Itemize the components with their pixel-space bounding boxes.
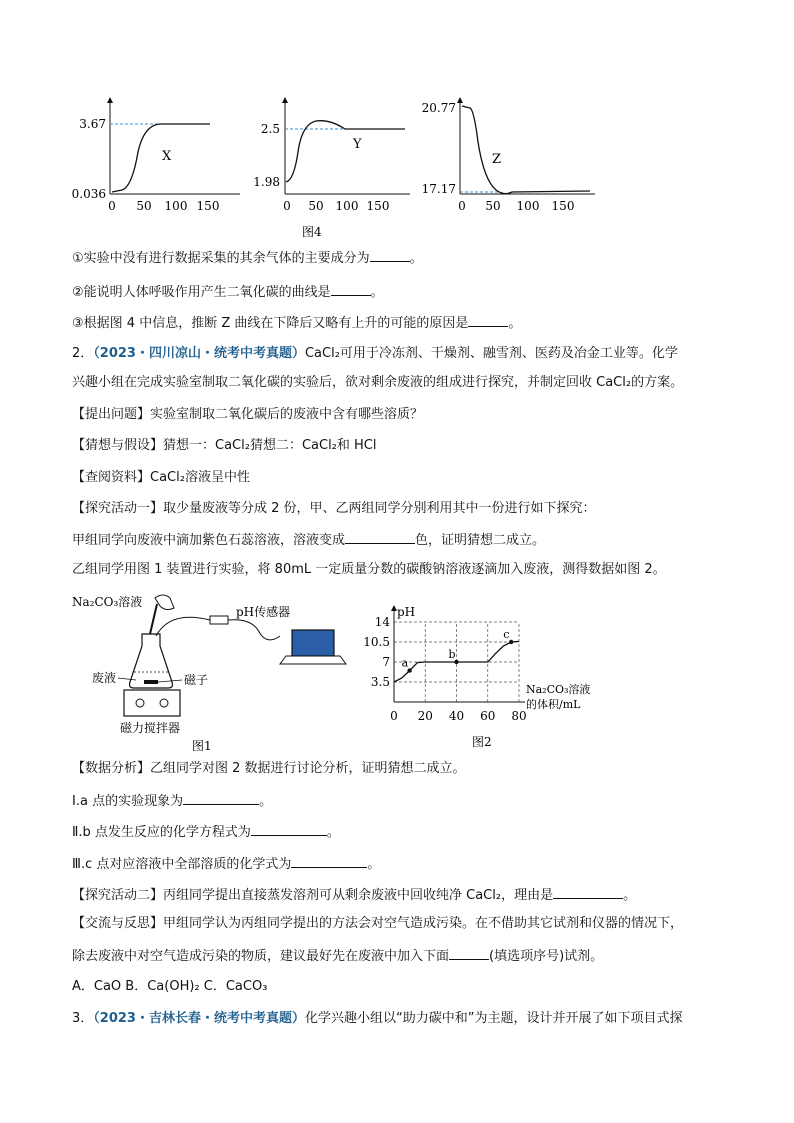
q2-analysis-2-text: Ⅱ.b 点发生反应的化学方程式为 bbox=[72, 825, 251, 840]
q2-hypothesis: 【猜想与假设】猜想一：CaCl₂猜想二：CaCl₂和 HCl bbox=[72, 438, 377, 453]
figure-2 bbox=[363, 598, 638, 756]
punct: 。 bbox=[623, 888, 637, 903]
x-axis-label-1: Na₂CO₃溶液 bbox=[526, 683, 591, 696]
label-stirrer: 磁力搅拌器 bbox=[120, 721, 181, 735]
q2-options: A．CaO B．Ca(OH)₂ C．CaCO₃ bbox=[72, 979, 268, 994]
figure-1-apparatus bbox=[70, 590, 360, 755]
q2-jia-text-2: 色，证明猜想二成立。 bbox=[415, 533, 546, 548]
dropper-icon bbox=[150, 604, 157, 634]
question-number: 3． bbox=[72, 1011, 94, 1026]
y-tick-label: 7 bbox=[382, 655, 390, 669]
q2-jia-text: 甲组同学向废液中滴加紫色石蕊溶液，溶液变成 bbox=[72, 533, 346, 548]
y-tick-label: 14 bbox=[374, 615, 390, 629]
tick: 0 bbox=[458, 199, 466, 213]
q2-activity-2 bbox=[72, 885, 636, 905]
magnet-bar bbox=[144, 680, 158, 684]
figure-1-caption: 图1 bbox=[192, 739, 212, 753]
q2-analysis-3-text: Ⅲ.c 点对应溶液中全部溶质的化学式为 bbox=[72, 857, 292, 872]
graph-y-ytop: 2.5 bbox=[260, 122, 280, 136]
x-tick-label: 60 bbox=[480, 709, 496, 723]
y-tick-label: 10.5 bbox=[363, 635, 390, 649]
tick: 100 bbox=[335, 199, 359, 213]
answer-blank[interactable] bbox=[331, 282, 371, 296]
q1-item-3 bbox=[72, 313, 521, 333]
data-point-c bbox=[509, 640, 513, 644]
label-sensor: pH传感器 bbox=[236, 605, 291, 619]
figure-1 bbox=[70, 590, 360, 755]
answer-blank[interactable] bbox=[449, 946, 489, 960]
answer-blank[interactable] bbox=[370, 248, 410, 262]
figure-2-caption: 图2 bbox=[472, 735, 492, 749]
q1-item-3-text: ③根据图 4 中信息，推断 Z 曲线在下降后又略有上升的可能的原因是 bbox=[72, 316, 469, 331]
q2-analysis-1-text: I.a 点的实验现象为 bbox=[72, 794, 184, 809]
q2-intro-line-1 bbox=[72, 345, 678, 363]
graph-z bbox=[422, 100, 595, 213]
answer-blank[interactable] bbox=[251, 822, 327, 836]
graph-y-label: Y bbox=[353, 137, 362, 152]
q2-analysis-2 bbox=[72, 822, 340, 842]
tick: 0 bbox=[108, 199, 116, 213]
q2-info: 【查阅资料】CaCl₂溶液呈中性 bbox=[72, 470, 250, 485]
graph-x bbox=[72, 100, 240, 213]
punct: 。 bbox=[367, 857, 381, 872]
ph-chart bbox=[363, 598, 638, 756]
data-point-label: b bbox=[448, 648, 456, 661]
answer-blank[interactable] bbox=[291, 854, 367, 868]
punct: 。 bbox=[409, 251, 423, 266]
graph-z-ytop: 20.77 bbox=[421, 101, 456, 115]
q2-analysis-1 bbox=[72, 791, 272, 811]
question-number: 2． bbox=[72, 346, 94, 361]
graph-z-label: Z bbox=[492, 152, 502, 167]
x-tick-label: 40 bbox=[448, 709, 465, 723]
q2-reflect-2 bbox=[72, 946, 603, 966]
label-waste: 废液 bbox=[92, 671, 117, 685]
question-source: （2023・四川凉山・统考中考真题） bbox=[93, 346, 305, 361]
q2-yi: 乙组同学用图 1 装置进行实验，将 80mL 一定质量分数的碳酸钠溶液逐滴加入废液，测得数据如图 2。 bbox=[72, 562, 666, 577]
hand-icon bbox=[155, 595, 174, 610]
tick: 150 bbox=[196, 199, 220, 213]
q2-activity-1: 【探究活动一】取少量废液等分成 2 份，甲、乙两组同学分别利用其中一份进行如下探究： bbox=[72, 501, 596, 516]
q2-intro-1: CaCl₂可用于冷冻剂、干燥剂、融雪剂、医药及冶金工业等。化学 bbox=[304, 346, 678, 361]
curve-y bbox=[286, 121, 405, 182]
answer-blank[interactable] bbox=[345, 530, 415, 544]
y-tick-label: 3.5 bbox=[370, 675, 390, 689]
q2-jia bbox=[72, 530, 545, 550]
tick: 50 bbox=[308, 199, 324, 213]
q3-text: 化学兴趣小组以“助力碳中和”为主题，设计并开展了如下项目式探 bbox=[304, 1011, 683, 1026]
tick: 100 bbox=[516, 199, 540, 213]
q2-reflect-2-text-2: (填选项序号)试剂。 bbox=[489, 949, 604, 964]
x-tick-label: 20 bbox=[417, 709, 433, 723]
tick: 50 bbox=[485, 199, 501, 213]
label-reagent: Na₂CO₃溶液 bbox=[72, 595, 143, 609]
x-tick-label: 0 bbox=[390, 709, 398, 723]
figure-4-caption: 图4 bbox=[302, 225, 322, 239]
tick: 150 bbox=[366, 199, 390, 213]
q1-item-2 bbox=[72, 282, 384, 302]
label-magnet: 磁子 bbox=[184, 673, 209, 687]
graph-z-ybottom: 17.17 bbox=[421, 182, 456, 196]
punct: 。 bbox=[370, 285, 384, 300]
q2-problem: 【提出问题】实验室制取二氧化碳后的废液中含有哪些溶质？ bbox=[72, 407, 424, 422]
tick: 0 bbox=[283, 199, 291, 213]
x-tick-label: 80 bbox=[511, 709, 527, 723]
punct: 。 bbox=[508, 316, 522, 331]
punct: 。 bbox=[326, 825, 340, 840]
graph-x-ybottom: 0.036 bbox=[71, 187, 106, 201]
q1-item-1 bbox=[72, 248, 423, 268]
graph-y-ybottom: 1.98 bbox=[253, 175, 280, 189]
tick: 100 bbox=[164, 199, 188, 213]
q2-analysis-3 bbox=[72, 854, 380, 874]
magnetic-stirrer-icon bbox=[124, 690, 180, 716]
data-point-label: a bbox=[401, 656, 409, 670]
laptop-icon bbox=[292, 630, 334, 656]
graph-y bbox=[253, 100, 410, 213]
figure-4 bbox=[60, 92, 620, 242]
q2-reflect-2-text: 除去废液中对空气造成污染的物质，建议最好先在废液中加入下面 bbox=[72, 949, 450, 964]
data-point-label: c bbox=[503, 628, 510, 641]
q2-reflect-1: 【交流与反思】甲组同学认为丙组同学提出的方法会对空气造成污染。在不借助其它试剂和仪器的情况下， bbox=[72, 916, 684, 931]
curve-z bbox=[462, 106, 590, 194]
answer-blank[interactable] bbox=[183, 791, 259, 805]
q1-item-2-text: ②能说明人体呼吸作用产生二氧化碳的曲线是 bbox=[72, 285, 331, 300]
tick: 150 bbox=[551, 199, 575, 213]
graph-x-ytop: 3.67 bbox=[79, 117, 106, 131]
x-axis-label-2: 的体积/mL bbox=[526, 698, 581, 711]
curve-x bbox=[112, 124, 210, 192]
y-axis-label: pH bbox=[397, 605, 416, 619]
tick: 50 bbox=[136, 199, 152, 213]
answer-blank[interactable] bbox=[468, 313, 508, 327]
graph-x-label: X bbox=[162, 149, 172, 164]
q3-line-1 bbox=[72, 1010, 682, 1028]
ph-sensor-icon bbox=[210, 616, 228, 624]
q2-analysis: 【数据分析】乙组同学对图 2 数据进行讨论分析，证明猜想二成立。 bbox=[72, 761, 466, 776]
figure-4-graphs bbox=[60, 92, 620, 242]
q2-intro-line-2: 兴趣小组在完成实验室制取二氧化碳的实验后，欲对剩余废液的组成进行探究，并制定回收 CaCl₂的方案。 bbox=[72, 375, 684, 390]
punct: 。 bbox=[259, 794, 273, 809]
answer-blank[interactable] bbox=[553, 885, 623, 899]
q1-item-1-text: ①实验中没有进行数据采集的其余气体的主要成分为 bbox=[72, 251, 370, 266]
q2-activity-2-text: 【探究活动二】丙组同学提出直接蒸发溶剂可从剩余废液中回收纯净 CaCl₂，理由是 bbox=[72, 888, 554, 903]
question-source: （2023・吉林长春・统考中考真题） bbox=[93, 1011, 305, 1026]
